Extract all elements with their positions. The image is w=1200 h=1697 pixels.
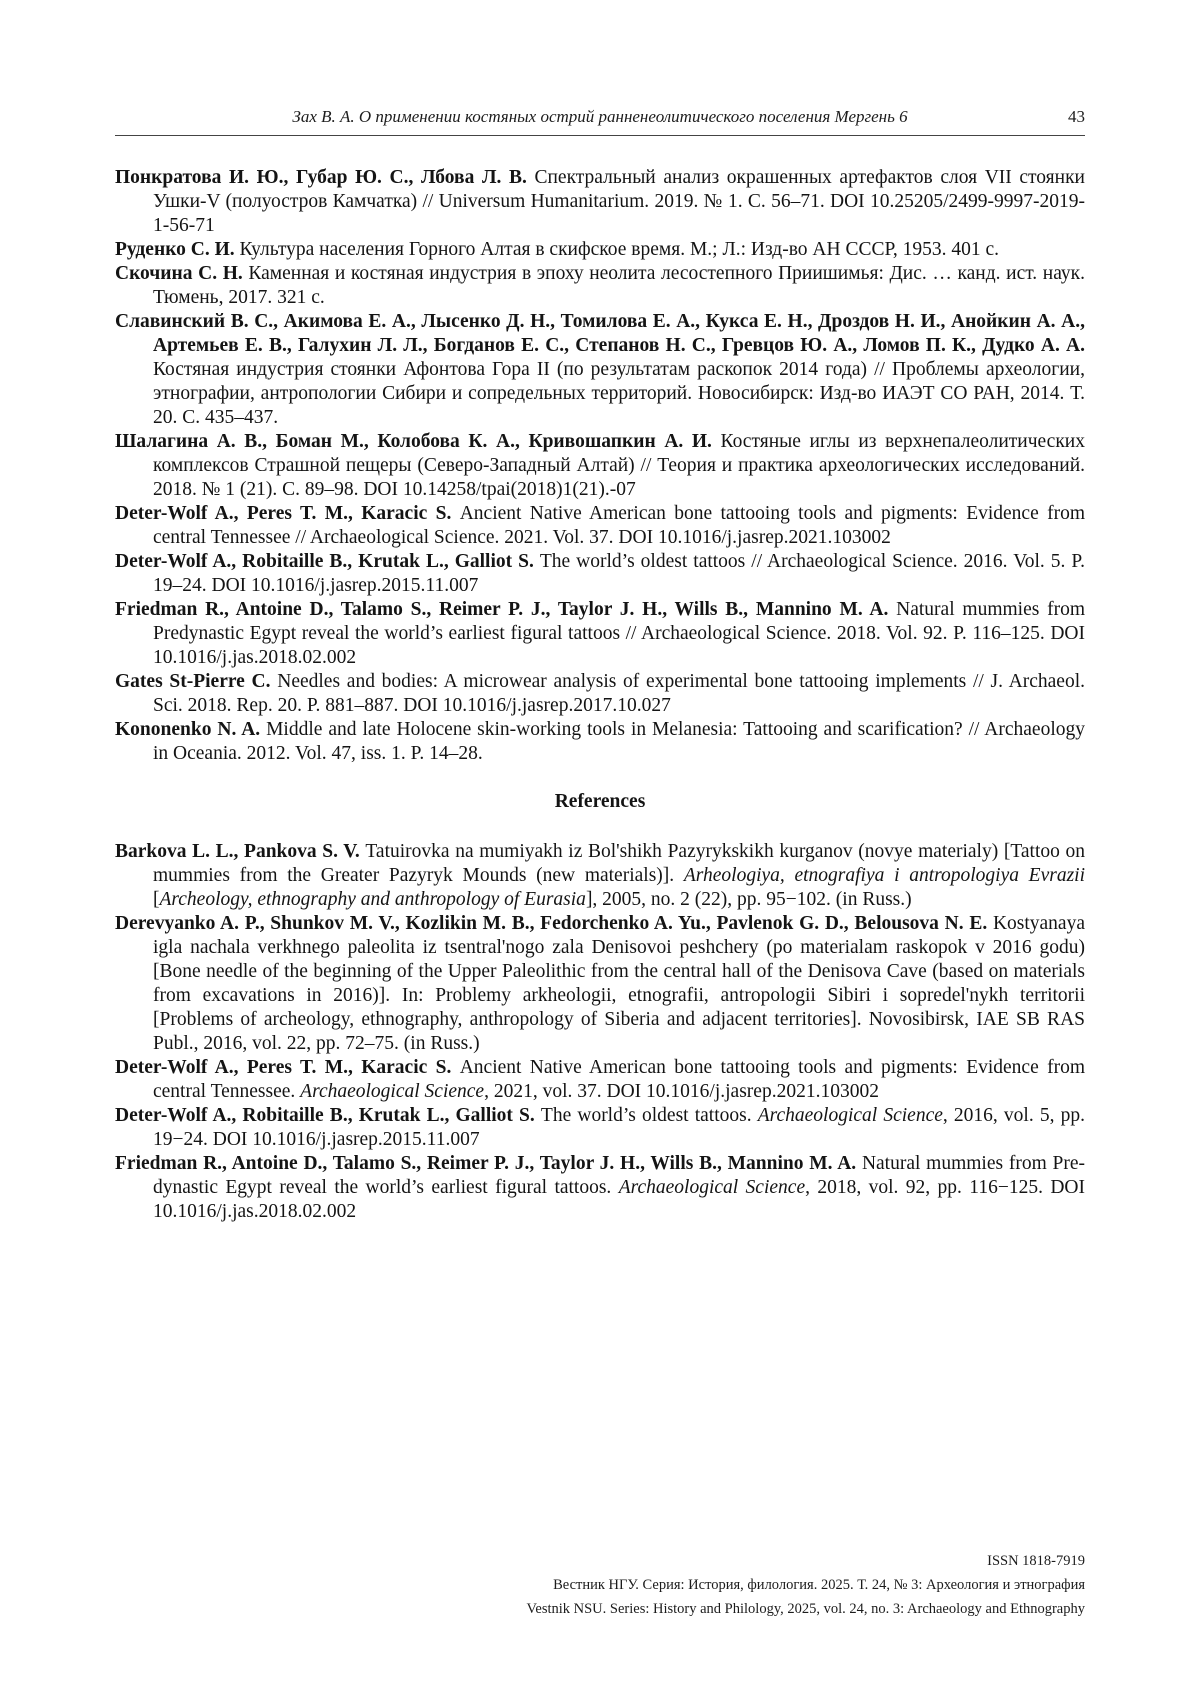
page-footer — [527, 1549, 1085, 1621]
reference-text: , 2018, vol. 92, pp. 116−125. DOI 10.1016/j.jas.2018.02.002 — [153, 1177, 1085, 1222]
reference-entry — [115, 840, 1085, 912]
references-list-english — [115, 840, 1085, 1224]
reference-entry — [115, 166, 1085, 238]
reference-entry — [115, 598, 1085, 670]
reference-text: Natural mummies from Predynastic Egypt reveal the world’s earliest figural tattoos // Archaeological Science. 2018. Vol. 92. P. 116–125. DOI 10.1016/j.jas.2018.02.002 — [153, 599, 1085, 668]
reference-text: Middle and late Holocene skin-working tools in Melanesia: Tattooing and scarification? // Archaeology in Oceania. 2012. Vol. 47, iss. 1. P. 14–28. — [153, 719, 1086, 764]
reference-text: Tatuirovka na mumiyakh iz Bol'shikh Pazyrykskikh kurganov (novye materialy) [Tattoo on mummies from the Greater Pazyryk Mounds (new materials)]. — [153, 841, 1085, 886]
reference-authors: Kononenko N. A. — [115, 719, 267, 740]
reference-authors: Gates St-Pierre C. — [115, 671, 278, 692]
reference-authors: Friedman R., Antoine D., Talamo S., Reimer P. J., Taylor J. H., Wills B., Mannino M. A. — [115, 599, 897, 620]
reference-authors: Славинский В. С., Акимова Е. А., Лысенко Д. Н., Томилова Е. А., Кукса Е. Н., Дроздов Н. И., Анойкин А. А., Артемьев Е. В., Галухин Л. Л., Богданов Е. С., Степанов Н. С., Гревцов Ю. А., Ломов П. К., Дудко А. А. — [115, 311, 1085, 356]
reference-text: The world’s oldest tattoos // Archaeological Science. 2016. Vol. 5. P. 19–24. DOI 10.1016/j.jasrep.2015.11.007 — [153, 551, 1085, 596]
page-number: 43 — [1068, 107, 1085, 126]
running-header — [115, 106, 1085, 136]
references-list-russian — [115, 166, 1085, 766]
journal-info-russian: Вестник НГУ. Серия: История, филология. 2025. Т. 24, № 3: Археология и этнография — [553, 1577, 1085, 1593]
reference-authors: Friedman R., Antoine D., Talamo S., Reimer P. J., Taylor J. H., Wills B., Mannino M. A. — [115, 1153, 862, 1174]
reference-text: Каменная и костяная индустрия в эпоху неолита лесостепного Приишимья: Дис. … канд. ист. наук. Тюмень, 2017. 321 с. — [153, 263, 1085, 308]
reference-entry — [115, 310, 1085, 430]
references-heading: References — [554, 791, 646, 812]
reference-authors: Deter-Wolf A., Peres T. M., Karacic S. — [115, 503, 460, 524]
reference-entry — [115, 430, 1085, 502]
reference-text: Needles and bodies: A microwear analysis of experimental bone tattooing implements // J. Archaeol. Sci. 2018. Rep. 20. P. 881–887. DOI 10.1016/j.jasrep.2017.10.027 — [153, 671, 1085, 716]
reference-text: , 2021, vol. 37. DOI 10.1016/j.jasrep.2021.103002 — [484, 1081, 879, 1102]
reference-entry — [115, 1056, 1085, 1104]
reference-entry — [115, 718, 1085, 766]
reference-journal-title: Arheologiya, etnografiya i antropologiya Evrazii — [683, 865, 1086, 886]
reference-entry — [115, 238, 1085, 262]
reference-authors: Скочина С. Н. — [115, 263, 249, 284]
reference-journal-title: Archaeological Science — [300, 1081, 485, 1102]
reference-text: Спектральный анализ окрашенных артефактов слоя VII стоянки Ушки-V (полуостров Камчатка) // Universum Humanitarium. 2019. № 1. С. 56–71. DOI 10.25205/2499-9997-2019-1-56-71 — [153, 167, 1085, 236]
reference-authors: Понкратова И. Ю., Губар Ю. С., Лбова Л. В. — [115, 167, 535, 188]
reference-authors: Deter-Wolf A., Robitaille B., Krutak L., Galliot S. — [115, 1105, 541, 1126]
reference-entry — [115, 262, 1085, 310]
reference-journal-title: Archeology, ethnography and anthropology of Eurasia — [159, 889, 586, 910]
reference-text: ], 2005, no. 2 (22), pp. 95−102. (in Russ.) — [585, 889, 912, 910]
issn-line: ISSN 1818-7919 — [987, 1553, 1085, 1569]
reference-text: The world’s oldest tattoos. — [540, 1105, 758, 1126]
reference-text: Ancient Native American bone tattooing tools and pigments: Evidence from central Tennessee // Archaeological Science. 2021. Vol. 37. DOI 10.1016/j.jasrep.2021.103002 — [153, 503, 1085, 548]
reference-text: Kostyanaya igla nachala verkhnego paleolita iz tsentral'nogo zala Denisovoi peshchery (po materialam raskopok v 2016 godu) [Bone needle of the beginning of the Upper Paleolithic from the central hall of the Denisova Cave (based on materials from excavations in 2016)]. In: Problemy arkheologii, etnografii, antropologii Sibiri i sopredel'nykh territorii [Problems of archeology, ethnography, anthropology of Siberia and adjacent territories]. Novosibirsk, IAE SB RAS Publ., 2016, vol. 22, pp. 72–75. (in Russ.) — [153, 913, 1085, 1054]
reference-text: , 2016, vol. 5, pp. 19−24. DOI 10.1016/j.jasrep.2015.11.007 — [153, 1105, 1085, 1150]
reference-entry — [115, 670, 1085, 718]
reference-text: Костяная индустрия стоянки Афонтова Гора II (по результатам раскопок 2014 года) // Проблемы археологии, этнографии, антропологии Сибири и сопредельных территорий. Новосибирск: Изд-во ИАЭТ СО РАН, 2014. Т. 20. С. 435–437. — [153, 359, 1085, 428]
reference-text: Ancient Native American bone tattooing tools and pigments: Evidence from central Tennessee. — [153, 1057, 1085, 1102]
reference-journal-title: Archaeological Science — [757, 1105, 943, 1126]
running-header-text: Зах В. А. О применении костяных острий ранненеолитического поселения Мергень 6 — [292, 107, 908, 126]
reference-authors: Deter-Wolf A., Peres T. M., Karacic S. — [115, 1057, 460, 1078]
reference-entry — [115, 502, 1085, 550]
reference-authors: Deter-Wolf A., Robitaille B., Krutak L., Galliot S. — [115, 551, 540, 572]
page-body — [115, 166, 1085, 1224]
reference-entry — [115, 550, 1085, 598]
reference-text: Костяные иглы из верхнепалеолитических комплексов Страшной пещеры (Северо-Западный Алтай) // Теория и практика археологических исследований. 2018. № 1 (21). С. 89–98. DOI 10.14258/tpai(2018)1(21).-07 — [153, 431, 1085, 500]
journal-info-english: Vestnik NSU. Series: History and Philology, 2025, vol. 24, no. 3: Archaeology and Ethnography — [526, 1601, 1085, 1617]
reference-authors: Barkova L. L., Pankova S. V. — [115, 841, 366, 862]
reference-authors: Derevyanko A. P., Shunkov M. V., Kozlikin M. B., Fedorchenko A. Yu., Pavlenok G. D., Belousova N. E. — [115, 913, 993, 934]
reference-authors: Руденко С. И. — [115, 239, 240, 260]
reference-authors: Шалагина А. В., Боман М., Колобова К. А., Кривошапкин А. И. — [115, 431, 721, 452]
reference-entry — [115, 912, 1085, 1056]
reference-entry — [115, 1152, 1085, 1224]
reference-text: [ — [153, 889, 160, 910]
reference-text: Культура населения Горного Алтая в скифское время. М.; Л.: Изд-во АН СССР, 1953. 401 с. — [239, 239, 1000, 260]
reference-journal-title: Archaeological Science — [618, 1177, 806, 1198]
reference-text: Natural mummies from Pre-dynastic Egypt reveal the world’s earliest figural tattoos. — [153, 1153, 1085, 1198]
reference-entry — [115, 1104, 1085, 1152]
